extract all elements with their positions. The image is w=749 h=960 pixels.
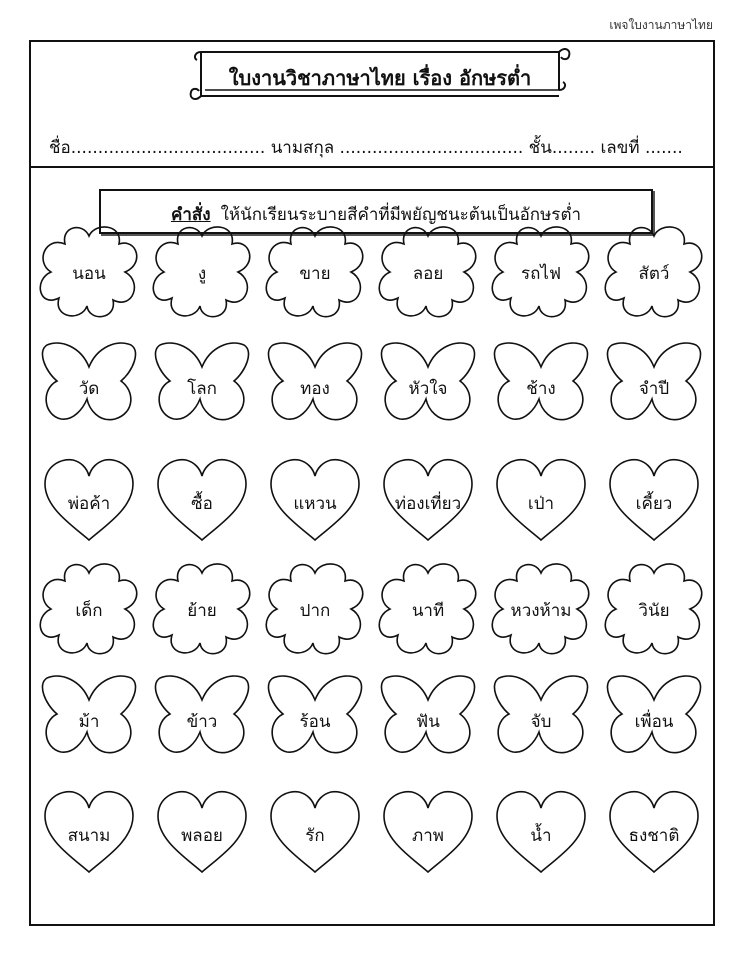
word-butterfly-shape[interactable] bbox=[602, 337, 706, 437]
word-butterfly-shape[interactable] bbox=[150, 337, 254, 437]
word-heart-shape[interactable] bbox=[489, 784, 593, 884]
word-label: ธงชาติ bbox=[628, 826, 680, 846]
word-label: สัตว์ bbox=[638, 264, 670, 284]
word-label: เป่า bbox=[527, 494, 555, 514]
word-label: นาที bbox=[411, 601, 445, 621]
word-label: ปาก bbox=[299, 601, 331, 621]
word-heart-shape[interactable] bbox=[37, 784, 141, 884]
word-label: จำปี bbox=[638, 379, 670, 399]
word-heart-shape[interactable] bbox=[150, 452, 254, 552]
word-flower-shape[interactable] bbox=[489, 559, 593, 659]
word-butterfly-shape[interactable] bbox=[37, 670, 141, 770]
word-label: ม้า bbox=[78, 712, 100, 732]
word-flower-shape[interactable] bbox=[37, 559, 141, 659]
word-flower-shape[interactable] bbox=[150, 559, 254, 659]
word-label: รถไฟ bbox=[520, 264, 561, 284]
word-label: วัด bbox=[78, 379, 100, 399]
word-label: ฟัน bbox=[416, 712, 440, 732]
word-label: งู bbox=[197, 264, 207, 284]
word-flower-shape[interactable] bbox=[263, 559, 367, 659]
word-butterfly-shape[interactable] bbox=[489, 670, 593, 770]
word-label: ข้าว bbox=[186, 712, 218, 732]
word-butterfly-shape[interactable] bbox=[489, 337, 593, 437]
word-label: ภาพ bbox=[412, 826, 444, 846]
word-heart-shape[interactable] bbox=[602, 784, 706, 884]
word-label: ย้าย bbox=[187, 601, 217, 621]
word-label: ทอง bbox=[300, 379, 330, 399]
word-butterfly-shape[interactable] bbox=[376, 670, 480, 770]
word-flower-shape[interactable] bbox=[489, 222, 593, 322]
word-label: เคี้ยว bbox=[635, 494, 673, 514]
instruction-text: ให้นักเรียนระบายสีคำที่มีพยัญชนะต้นเป็นอักษรต่ำ bbox=[220, 205, 582, 225]
word-heart-shape[interactable] bbox=[263, 452, 367, 552]
worksheet-frame bbox=[29, 40, 715, 926]
word-label: พ่อค้า bbox=[67, 494, 111, 514]
instruction-label: คำสั่ง bbox=[170, 205, 211, 225]
word-butterfly-shape[interactable] bbox=[602, 670, 706, 770]
page-watermark: เพจใบงานภาษาไทย bbox=[609, 18, 713, 32]
word-label: ร้อน bbox=[299, 712, 331, 732]
word-heart-shape[interactable] bbox=[150, 784, 254, 884]
word-butterfly-shape[interactable] bbox=[37, 337, 141, 437]
word-label: ช้าง bbox=[526, 379, 556, 399]
word-label: ท่องเที่ยว bbox=[394, 494, 462, 514]
word-label: ขาย bbox=[299, 264, 331, 284]
word-label: หัวใจ bbox=[408, 379, 448, 399]
word-flower-shape[interactable] bbox=[602, 559, 706, 659]
word-label: สนาม bbox=[67, 826, 111, 846]
word-label: โลก bbox=[187, 379, 217, 399]
word-label: ลอย bbox=[412, 264, 444, 284]
word-label: รัก bbox=[305, 826, 325, 846]
word-label: พลอย bbox=[181, 826, 223, 846]
student-info-line: ชื่อ.................................... นามสกุล .................................. ชั้น........ เลขที่ ....... bbox=[49, 138, 683, 158]
word-flower-shape[interactable] bbox=[376, 222, 480, 322]
word-label: วินัย bbox=[638, 601, 670, 621]
worksheet-title: ใบงานวิชาภาษาไทย เรื่อง อักษรต่ำ bbox=[228, 66, 532, 90]
word-flower-shape[interactable] bbox=[37, 222, 141, 322]
word-heart-shape[interactable] bbox=[37, 452, 141, 552]
word-flower-shape[interactable] bbox=[263, 222, 367, 322]
word-heart-shape[interactable] bbox=[489, 452, 593, 552]
word-flower-shape[interactable] bbox=[602, 222, 706, 322]
word-heart-shape[interactable] bbox=[263, 784, 367, 884]
word-heart-shape[interactable] bbox=[376, 452, 480, 552]
word-butterfly-shape[interactable] bbox=[150, 670, 254, 770]
word-label: จับ bbox=[530, 712, 552, 732]
word-label: นอน bbox=[72, 264, 106, 284]
header-divider bbox=[31, 166, 713, 168]
word-heart-shape[interactable] bbox=[376, 784, 480, 884]
word-label: เพื่อน bbox=[634, 712, 674, 732]
word-flower-shape[interactable] bbox=[150, 222, 254, 322]
word-heart-shape[interactable] bbox=[602, 452, 706, 552]
word-label: แหวน bbox=[293, 494, 337, 514]
word-label: น้ำ bbox=[530, 826, 552, 846]
word-label: หวงห้าม bbox=[510, 601, 572, 621]
word-butterfly-shape[interactable] bbox=[263, 337, 367, 437]
word-butterfly-shape[interactable] bbox=[263, 670, 367, 770]
word-butterfly-shape[interactable] bbox=[376, 337, 480, 437]
word-label: ซื้อ bbox=[191, 494, 213, 514]
word-label: เด็ก bbox=[75, 601, 103, 621]
title-scroll bbox=[187, 44, 573, 102]
word-flower-shape[interactable] bbox=[376, 559, 480, 659]
